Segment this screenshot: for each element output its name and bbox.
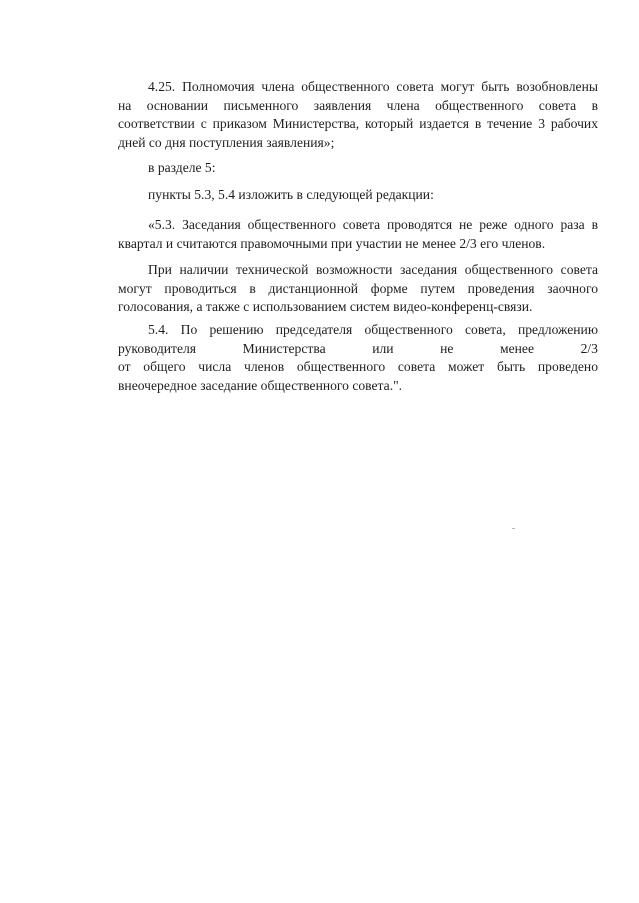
- paragraph-line: в разделе 5:: [148, 160, 216, 175]
- paragraph-line: на основании письменного заявления члена общественного совета в: [118, 97, 598, 113]
- paragraph-line: 4.25. Полномочия члена общественного совета могут быть возобновлены: [148, 79, 598, 94]
- paragraph-remote-meetings: [118, 261, 598, 317]
- paragraph-line: могут проводиться в дистанционной форме путем проведения заочного: [118, 280, 598, 296]
- paragraph-line-spread: [118, 340, 598, 359]
- scan-speck: [512, 528, 515, 529]
- paragraph-line: При наличии технической возможности заседания общественного совета: [148, 262, 598, 277]
- paragraph-line: соответствии с приказом Министерства, который издается в течение 3 рабочих: [118, 116, 598, 131]
- word: 2/3: [580, 340, 598, 356]
- paragraph-line: внеочередное заседание общественного совета.".: [118, 377, 403, 393]
- paragraph-4-25: [118, 78, 598, 152]
- paragraph-line: квартал и считаются правомочными при участии не менее 2/3 его членов.: [118, 235, 546, 251]
- word: менее: [500, 340, 534, 356]
- word: руководителя: [118, 340, 197, 356]
- paragraph-5-3: [118, 216, 598, 253]
- paragraph-line: от общего числа членов общественного совета может быть проведено: [118, 359, 598, 374]
- paragraph-line: пункты 5.3, 5.4 изложить в следующей редакции:: [148, 187, 434, 202]
- paragraph-line: голосования, а также с использованием систем видео-конференц-связи.: [118, 299, 533, 314]
- word: Министерства: [242, 340, 326, 356]
- word: или: [372, 340, 394, 356]
- paragraph-line: дней со дня поступления заявления»;: [118, 134, 335, 150]
- paragraph-section-5: [118, 159, 598, 178]
- paragraph-5-4: [118, 321, 598, 395]
- paragraph-items-amend: [118, 186, 598, 205]
- paragraph-line: 5.4. По решению председателя общественного совета, предложению: [148, 322, 598, 337]
- word: не: [440, 340, 454, 356]
- paragraph-line: «5.3. Заседания общественного совета проводятся не реже одного раза в: [148, 217, 598, 232]
